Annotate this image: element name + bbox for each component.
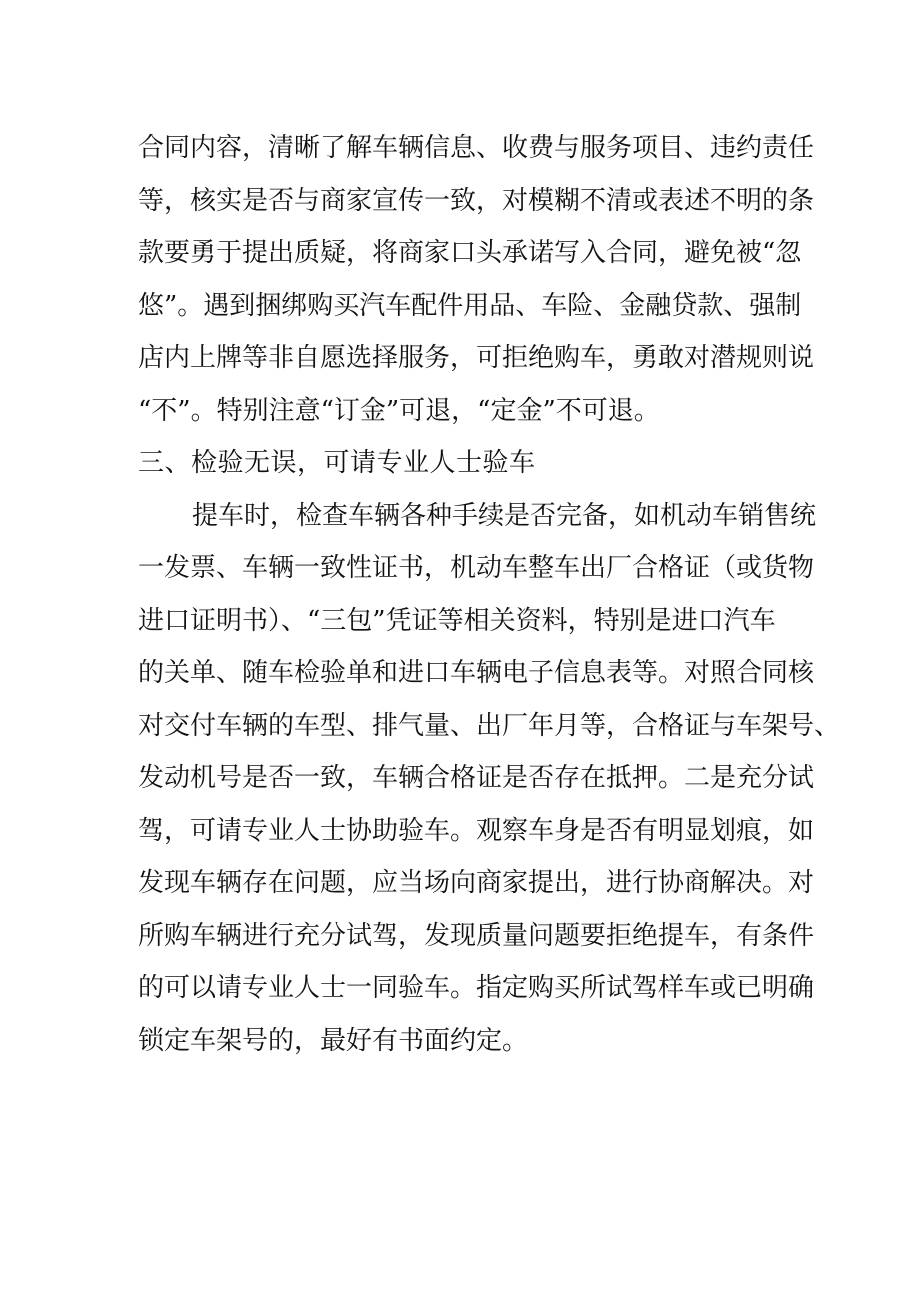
paragraph-line: 进口证明书）、“三包”凭证等相关资料，特别是进口汽车 <box>138 605 776 636</box>
section-heading: 三、检验无误，可请专业人士验车 <box>138 448 536 478</box>
paragraph-line: 一发票、车辆一致性证书，机动车整车出厂合格证（或货物 <box>138 553 815 583</box>
paragraph-line: 等，核实是否与商家宣传一致，对模糊不清或表述不明的条 <box>138 185 815 216</box>
paragraph-contract-review <box>138 122 818 437</box>
paragraph-line: 合同内容，清晰了解车辆信息、收费与服务项目、违约责任 <box>138 133 815 163</box>
paragraph-line: 悠”。遇到捆绑购买汽车配件用品、车险、金融贷款、强制 <box>138 290 802 321</box>
paragraph-line: 锁定车架号的，最好有书面约定。 <box>138 1025 529 1056</box>
paragraph-line: 的可以请专业人士一同验车。指定购买所试驾样车或已明确 <box>138 973 815 1003</box>
paragraph-vehicle-inspection <box>138 490 841 1068</box>
paragraph-line: “不”。特别注意“订金”可退，“定金”不可退。 <box>138 395 660 426</box>
document-body <box>138 122 841 1067</box>
paragraph-line: 发现车辆存在问题，应当场向商家提出，进行协商解决。对 <box>138 868 815 898</box>
paragraph-line: 提车时，检查车辆各种手续是否完备，如机动车销售统 <box>192 500 817 531</box>
paragraph-line: 对交付车辆的车型、排气量、出厂年月等，合格证与车架号、 <box>138 710 841 741</box>
paragraph-line: 驾，可请专业人士协助验车。观察车身是否有明显划痕，如 <box>138 815 815 846</box>
paragraph-line: 款要勇于提出质疑，将商家口头承诺写入合同，避免被“忽 <box>138 238 802 268</box>
paragraph-line: 发动机号是否一致，车辆合格证是否存在抵押。二是充分试 <box>138 763 815 793</box>
paragraph-line: 的关单、随车检验单和进口车辆电子信息表等。对照合同核 <box>138 658 815 688</box>
paragraph-line: 店内上牌等非自愿选择服务，可拒绝购车，勇敢对潜规则说 <box>138 343 815 373</box>
paragraph-line: 所购车辆进行充分试驾，发现质量问题要拒绝提车，有条件 <box>138 920 815 951</box>
